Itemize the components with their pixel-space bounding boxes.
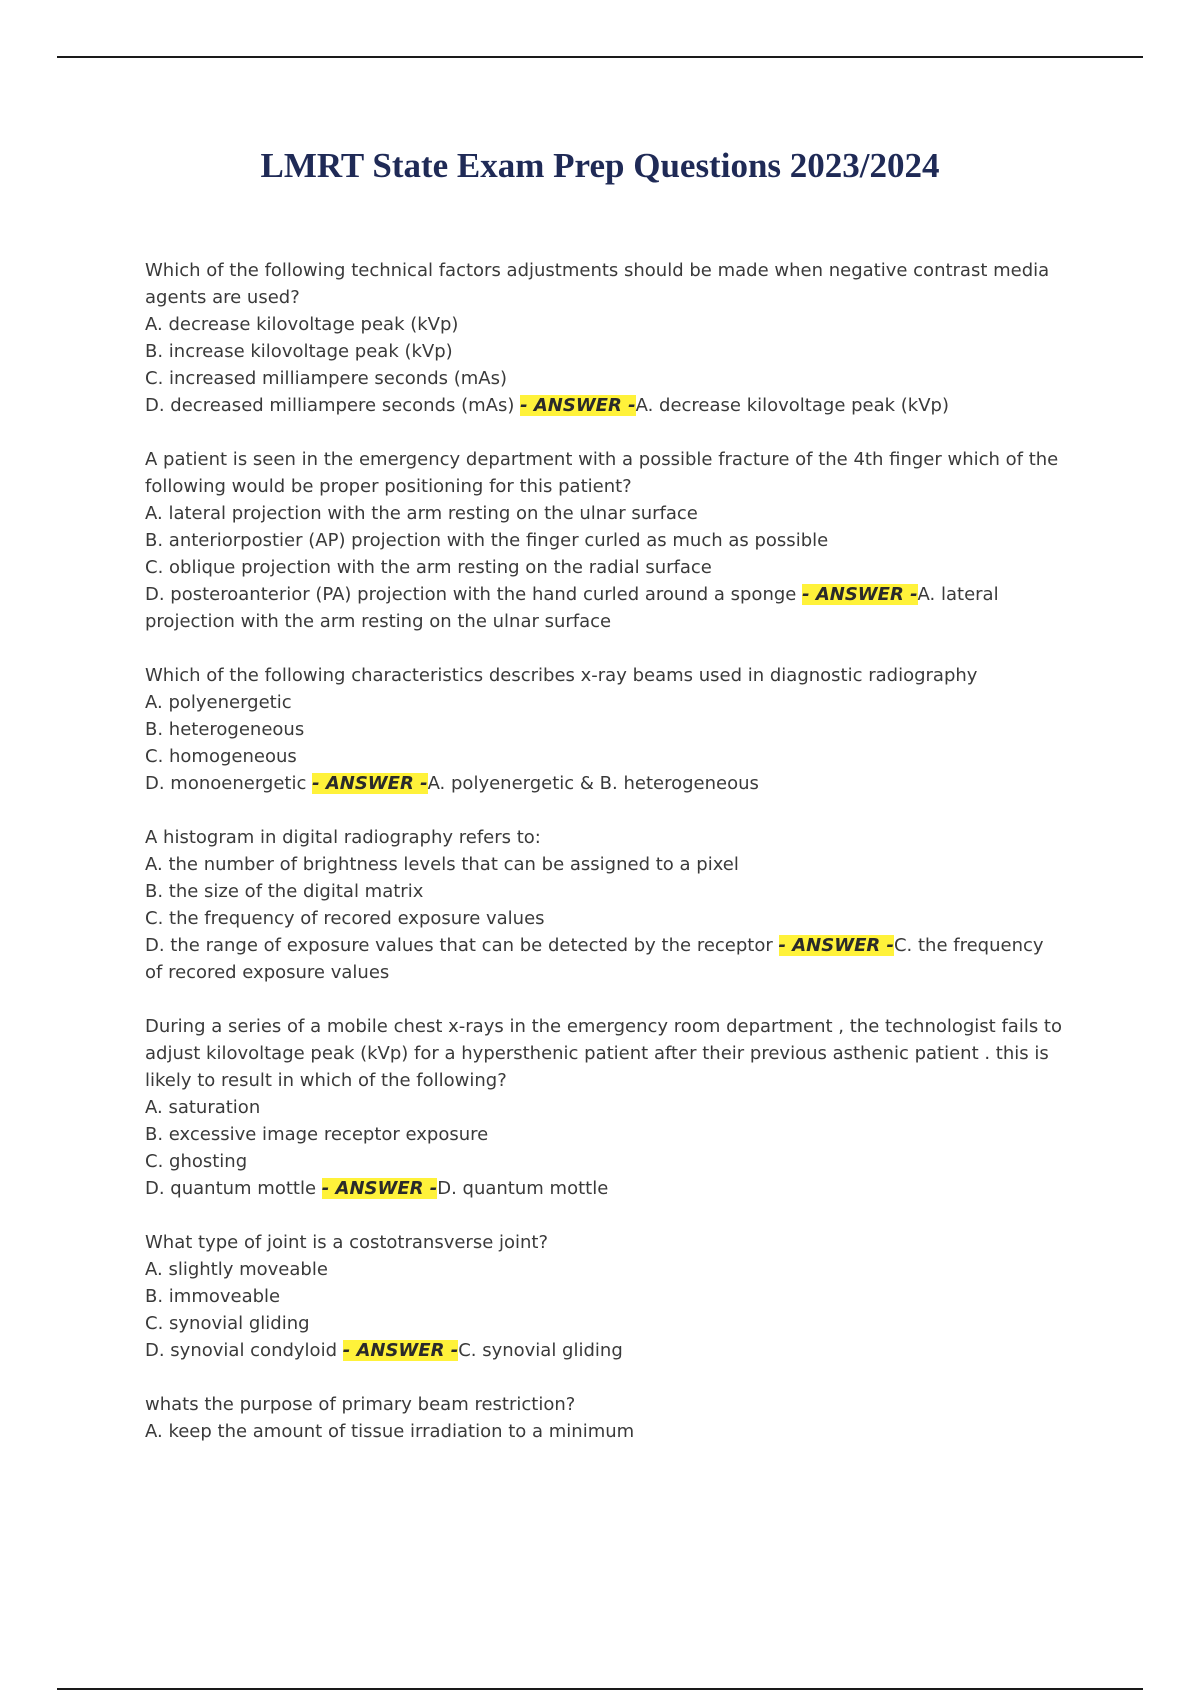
question-text: A patient is seen in the emergency department with a possible fracture of the 4th finger which of the following would be proper positioning for this patient? <box>145 449 1059 497</box>
option: A. saturation <box>145 1097 261 1118</box>
option: B. increase kilovoltage peak (kVp) <box>145 341 453 362</box>
option: D. decreased milliampere seconds (mAs) <box>145 395 515 416</box>
option: D. posteroanterior (PA) projection with the hand curled around a sponge <box>145 584 797 605</box>
page-title: LMRT State Exam Prep Questions 2023/2024 <box>260 146 940 185</box>
answer-marker: - ANSWER - <box>312 773 428 794</box>
answer-text: C. the frequency of recored exposure values <box>145 935 1044 983</box>
answer-marker: - ANSWER - <box>778 935 894 956</box>
question-text: What type of joint is a costotransverse joint? <box>145 1232 549 1253</box>
question-text: Which of the following characteristics describes x-ray beams used in diagnostic radiography <box>145 665 978 686</box>
question-block <box>145 1391 1065 1445</box>
option: D. quantum mottle <box>145 1178 317 1199</box>
answer-text: A. lateral projection with the arm resting on the ulnar surface <box>145 584 999 632</box>
option: A. polyenergetic <box>145 692 292 713</box>
option: A. keep the amount of tissue irradiation to a minimum <box>145 1421 635 1442</box>
option: D. synovial condyloid <box>145 1340 337 1361</box>
answer-marker: - ANSWER - <box>520 395 636 416</box>
option: B. heterogeneous <box>145 719 305 740</box>
option: A. lateral projection with the arm resting on the ulnar surface <box>145 503 698 524</box>
option: A. decrease kilovoltage peak (kVp) <box>145 314 459 335</box>
option-with-answer <box>145 581 1065 635</box>
answer-text: C. synovial gliding <box>458 1340 623 1361</box>
question-block <box>145 446 1065 635</box>
question-text: whats the purpose of primary beam restriction? <box>145 1394 576 1415</box>
question-text: During a series of a mobile chest x-rays in the emergency room department , the technologist fails to adjust kilovoltage peak (kVp) for a hypersthenic patient after their previous asthenic patient . this is likely to result in which of the following? <box>145 1016 1062 1091</box>
option-with-answer <box>145 1337 1065 1364</box>
question-list <box>145 257 1065 1472</box>
answer-marker: - ANSWER - <box>321 1178 438 1199</box>
option: C. oblique projection with the arm resting on the radial surface <box>145 557 712 578</box>
top-rule <box>57 56 1143 58</box>
option-with-answer <box>145 770 1065 797</box>
answer-text: A. decrease kilovoltage peak (kVp) <box>635 395 949 416</box>
option: B. immoveable <box>145 1286 281 1307</box>
question-text: Which of the following technical factors adjustments should be made when negative contrast media agents are used? <box>145 260 1050 308</box>
answer-text: A. polyenergetic & B. heterogeneous <box>427 773 759 794</box>
option: C. the frequency of recored exposure values <box>145 908 545 929</box>
option: D. the range of exposure values that can be detected by the receptor <box>145 935 773 956</box>
option: D. monoenergetic <box>145 773 307 794</box>
question-block <box>145 257 1065 419</box>
option: C. increased milliampere seconds (mAs) <box>145 368 507 389</box>
option-with-answer <box>145 1175 1065 1202</box>
option: A. the number of brightness levels that can be assigned to a pixel <box>145 854 739 875</box>
answer-marker: - ANSWER - <box>342 1340 459 1361</box>
option: C. synovial gliding <box>145 1313 310 1334</box>
option-with-answer <box>145 932 1065 986</box>
option: C. homogeneous <box>145 746 297 767</box>
option: A. slightly moveable <box>145 1259 328 1280</box>
answer-text: D. quantum mottle <box>437 1178 609 1199</box>
answer-marker: - ANSWER - <box>802 584 918 605</box>
question-block <box>145 662 1065 797</box>
option: B. excessive image receptor exposure <box>145 1124 489 1145</box>
option-with-answer <box>145 392 1065 419</box>
option: B. anteriorpostier (AP) projection with the finger curled as much as possible <box>145 530 829 551</box>
question-block <box>145 824 1065 986</box>
option: B. the size of the digital matrix <box>145 881 424 902</box>
question-block <box>145 1013 1065 1202</box>
question-block <box>145 1229 1065 1364</box>
question-text: A histogram in digital radiography refers to: <box>145 827 541 848</box>
option: C. ghosting <box>145 1151 248 1172</box>
bottom-rule <box>57 1688 1143 1690</box>
